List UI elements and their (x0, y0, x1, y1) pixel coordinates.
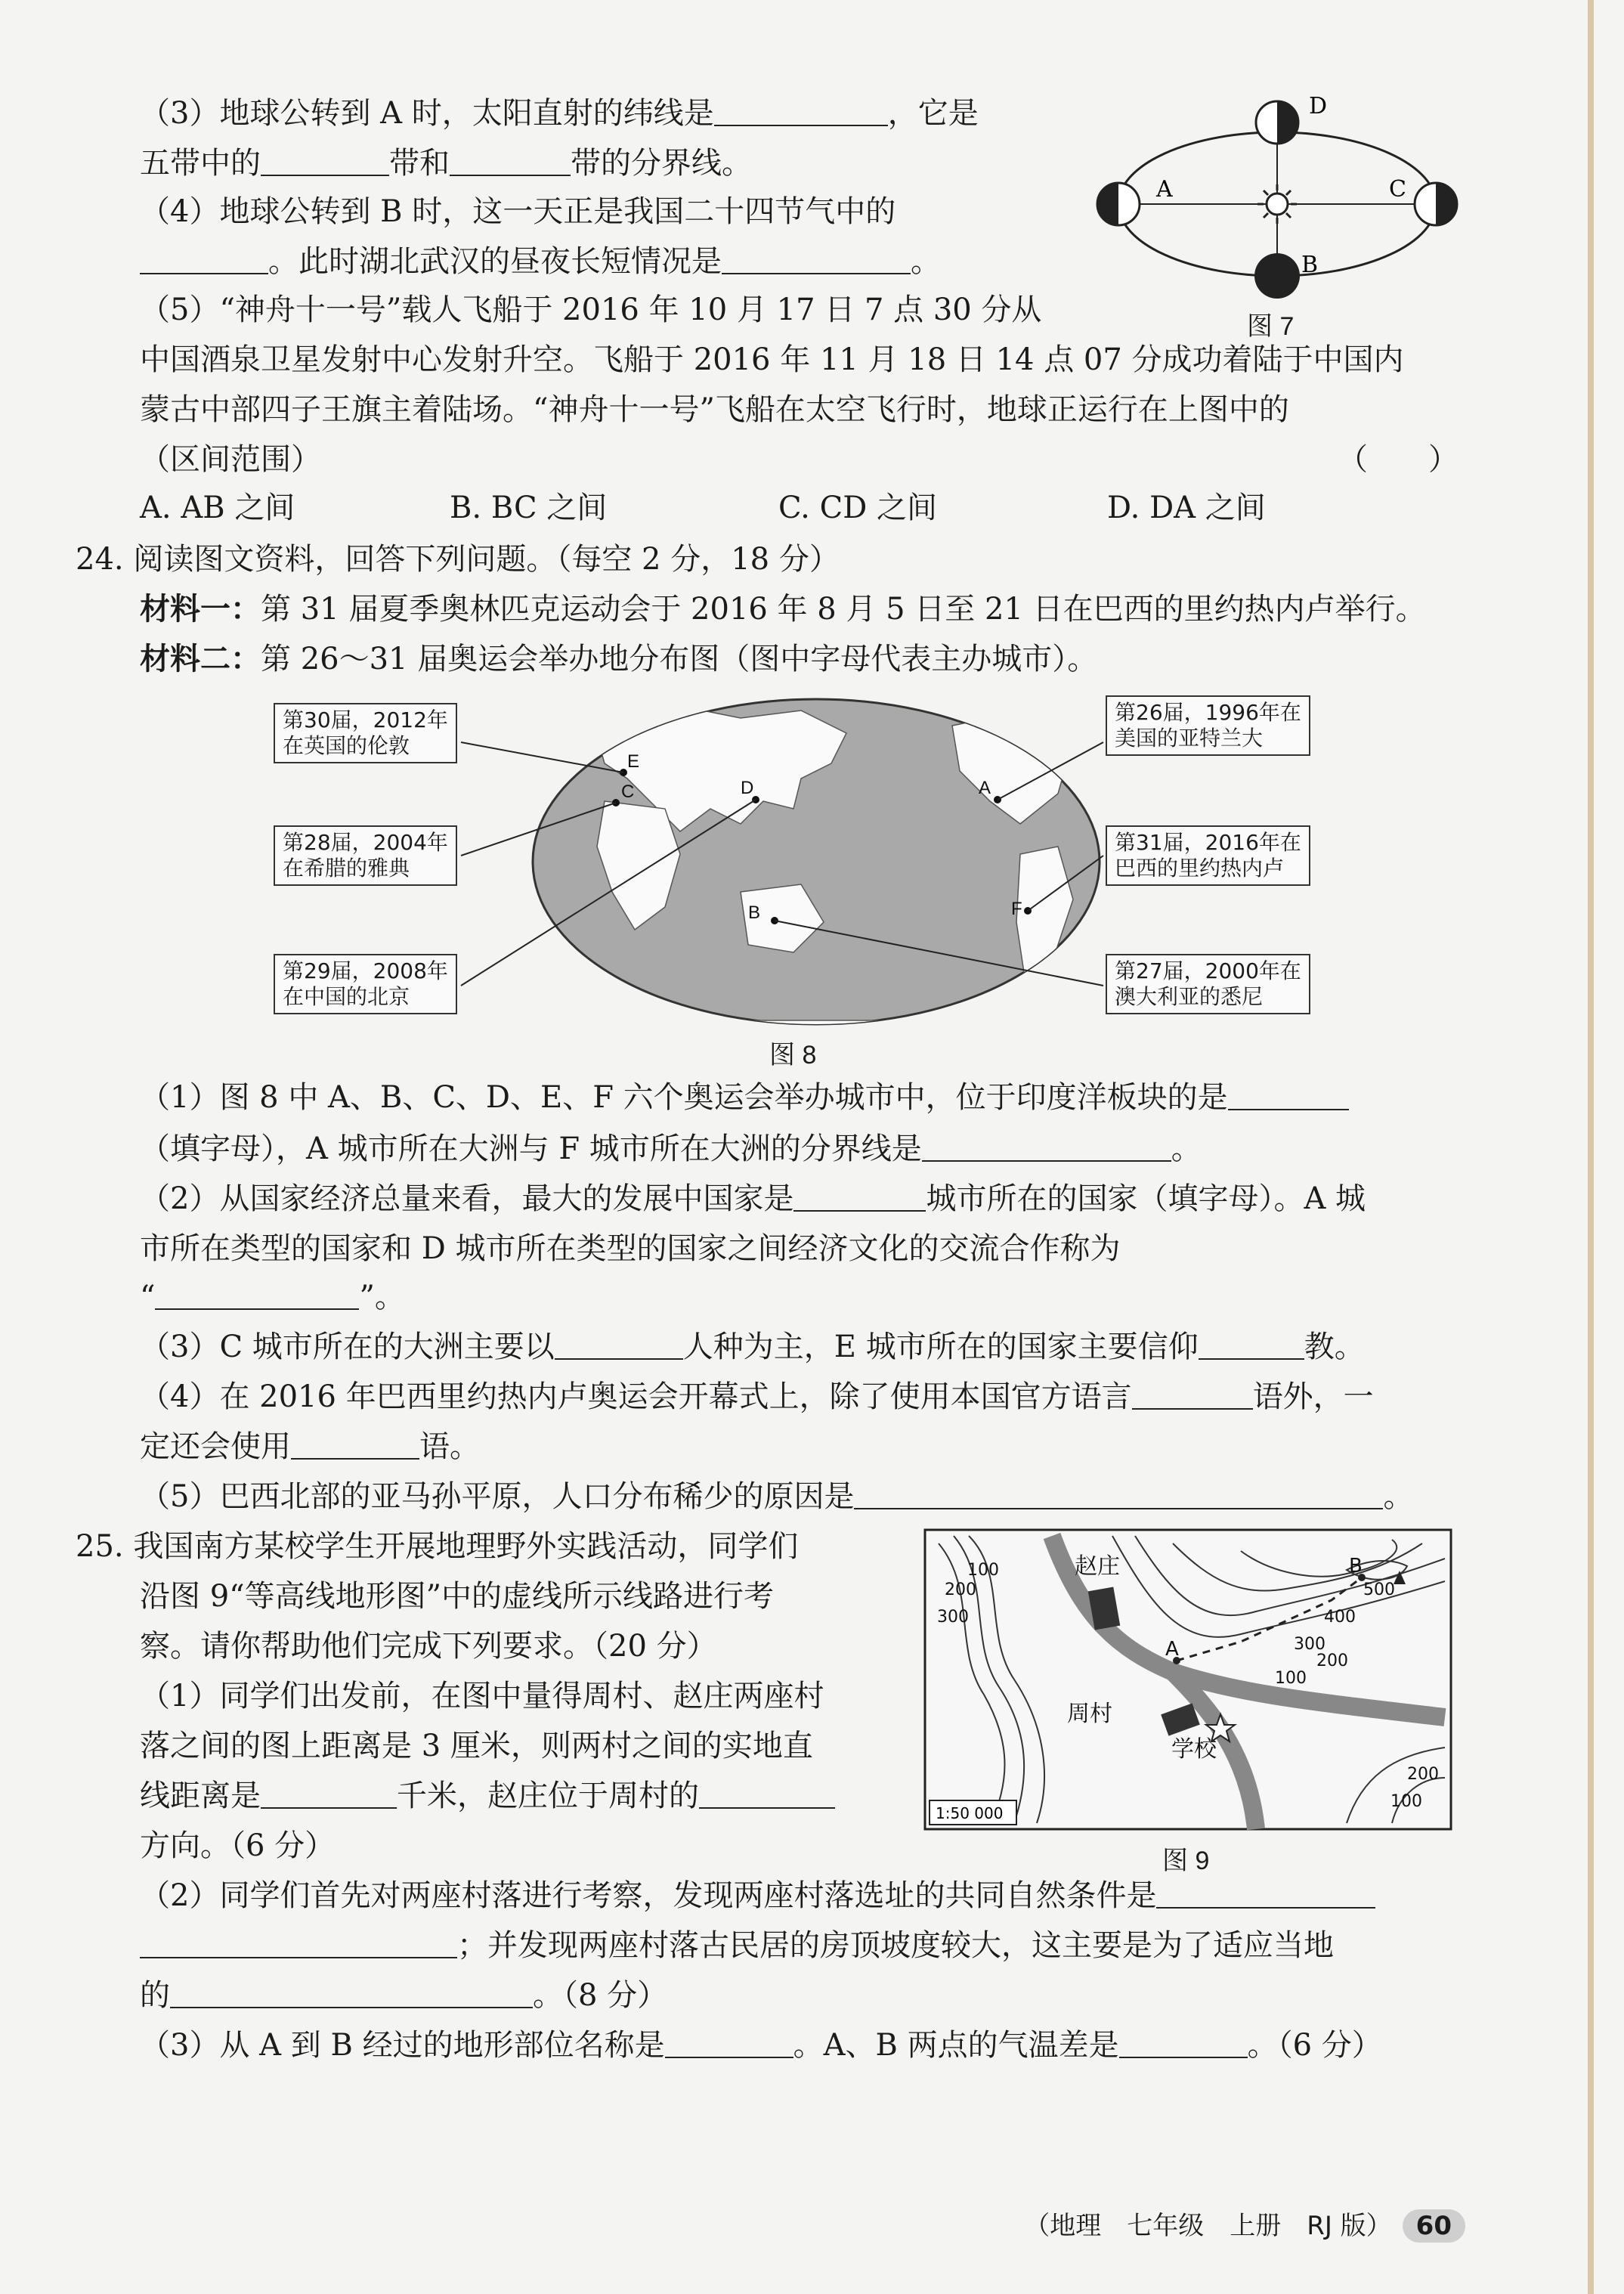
q24-material-1: 材料一：第 31 届夏季奥林匹克运动会于 2016 年 8 月 5 日至 21 日在巴西的里约热内卢举行。 (140, 591, 1426, 627)
q23-p3-line2: 五带中的 带和 带的分界线。 (140, 146, 752, 181)
answer-blank[interactable] (450, 144, 571, 176)
figure-9-contour-map (923, 1528, 1452, 1831)
answer-blank[interactable] (1199, 1328, 1304, 1360)
label-box-atlanta: 第26届，1996年在 美国的亚特兰大 (1106, 695, 1310, 756)
antarctica-shape (567, 1020, 1103, 1036)
city-b-label: B (748, 902, 761, 923)
option-b: B. BC 之间 (450, 491, 608, 525)
earth-b-icon (1254, 253, 1300, 299)
answer-blank[interactable] (1132, 1378, 1253, 1410)
q25-intro-line3: 察。请你帮助他们完成下列要求。（20 分） (140, 1629, 717, 1664)
answer-blank[interactable] (714, 94, 888, 126)
label-box-athens: 第28届，2004年 在希腊的雅典 (274, 825, 457, 886)
contour-label: 100 (1275, 1669, 1307, 1688)
earth-c-icon (1415, 183, 1457, 225)
q25-intro-line1: 25. 我国南方某校学生开展地理野外实践活动，同学们 (76, 1529, 799, 1564)
option-d: D. DA 之间 (1107, 491, 1266, 525)
school-label: 学校 (1171, 1736, 1217, 1763)
answer-blank[interactable] (1119, 2026, 1248, 2058)
answer-blank[interactable] (291, 1428, 419, 1460)
label-b: B (1301, 252, 1319, 278)
figure-7-orbit (1088, 91, 1466, 340)
sun-icon (1257, 184, 1297, 224)
contour-label: 100 (967, 1561, 999, 1580)
figure-8-caption: 图 8 (769, 1041, 817, 1070)
earth-d-icon (1256, 101, 1298, 144)
label-box-sydney: 第27届，2000年在 澳大利亚的悉尼 (1106, 954, 1310, 1014)
page-footer (1024, 2205, 1465, 2243)
city-a-label: A (979, 778, 991, 798)
answer-blank[interactable] (140, 1927, 457, 1958)
answer-paren[interactable]: （ ） (1338, 442, 1459, 477)
label-box-london: 第30届，2012年 在英国的伦敦 (274, 703, 457, 763)
q25-p2-line2: ；并发现两座村落古民居的房顶坡度较大，这主要是为了适应当地 (140, 1926, 1334, 1965)
q24-heading: 24. 阅读图文资料，回答下列问题。（每空 2 分，18 分） (76, 542, 840, 577)
q25-p1-line3: 线距离是 千米，赵庄位于周村的 (140, 1776, 835, 1816)
zhoucun-label: 周村 (1067, 1701, 1112, 1727)
q23-p3-line1: （3）地球公转到 A 时，太阳直射的纬线是 ，它是 (140, 96, 979, 131)
q25-p1-line1: （1）同学们出发前，在图中量得周村、赵庄两座村 (140, 1679, 824, 1714)
point-a-label: A (1165, 1638, 1179, 1661)
q24-material-2: 材料二：第 26～31 届奥运会举办地分布图（图中字母代表主办城市）。 (140, 641, 1098, 676)
q24-p1-line2: （填字母），A 城市所在大洲与 F 城市所在大洲的分界线是 。 (140, 1132, 1202, 1166)
zhaozhuang-label: 赵庄 (1075, 1553, 1120, 1580)
option-c: C. CD 之间 (778, 491, 937, 525)
option-a: A. AB 之间 (140, 491, 295, 525)
answer-blank[interactable] (665, 2026, 793, 2058)
label-box-rio: 第31届，2016年在 巴西的里约热内卢 (1106, 825, 1310, 886)
contour-label: 300 (937, 1608, 969, 1627)
answer-blank[interactable] (170, 1977, 533, 2008)
q25-p2-line3: 的 。（8 分） (140, 1978, 668, 2013)
contour-label: 400 (1324, 1608, 1356, 1627)
q23-p5-line3: 蒙古中部四子王旗主着陆场。“神舟十一号”飞船在太空飞行时，地球正运行在上图中的 (140, 392, 1289, 427)
q25-intro-line2: 沿图 9“等高线地形图”中的虚线所示线路进行考 (140, 1579, 775, 1614)
answer-blank[interactable] (699, 1777, 835, 1809)
q24-p5-line: （5）巴西北部的亚马孙平原，人口分布稀少的原因是 。 (140, 1479, 1414, 1514)
q24-p4-line1: （4）在 2016 年巴西里约热内卢奥运会开幕式上，除了使用本国官方语言 语外，一 (140, 1379, 1374, 1414)
q23-p5-line1: （5）“神舟十一号”载人飞船于 2016 年 10 月 17 日 7 点 30 分从 (140, 293, 1042, 327)
q23-p5-line2: 中国酒泉卫星发射中心发射升空。飞船于 2016 年 11 月 18 日 14 点 07 分成功着陆于中国内 (140, 342, 1404, 377)
q24-p2-line2: 市所在类型的国家和 D 城市所在类型的国家之间经济文化的交流合作称为 (140, 1231, 1121, 1266)
q24-p1-line1: （1）图 8 中 A、B、C、D、E、F 六个奥运会举办城市中，位于印度洋板块的是 (140, 1078, 1349, 1117)
contour-label: 200 (1316, 1652, 1348, 1670)
label-box-beijing: 第29届，2008年 在中国的北京 (274, 954, 457, 1014)
answer-blank[interactable] (922, 1130, 1171, 1162)
q24-p2-line1: （2）从国家经济总量来看，最大的发展中国家是 城市所在的国家（填字母）。A 城 (140, 1181, 1366, 1216)
contour-label: 200 (1407, 1765, 1439, 1784)
q25-p1-line4: 方向。（6 分） (140, 1828, 336, 1863)
answer-blank[interactable] (155, 1278, 359, 1310)
contour-label: 500 (1363, 1580, 1395, 1599)
answer-blank[interactable] (1228, 1079, 1349, 1110)
answer-blank[interactable] (261, 144, 389, 176)
answer-blank[interactable] (793, 1180, 926, 1212)
contour-label: 100 (1390, 1792, 1422, 1811)
city-e-label: E (627, 751, 640, 772)
q23-p5-line4: （区间范围） (140, 442, 321, 477)
q25-p2-line1: （2）同学们首先对两座村落进行考察，发现两座村落选址的共同自然条件是 (140, 1876, 1375, 1915)
south-america-shape (1016, 847, 1073, 998)
answer-blank[interactable] (555, 1328, 683, 1360)
q24-p2-line3: “ ”。 (140, 1280, 405, 1314)
q24-p4-line2: 定还会使用 语。 (140, 1429, 480, 1464)
city-d-label: D (741, 778, 754, 798)
figure-9-caption: 图 9 (1162, 1847, 1210, 1875)
contour-label: 300 (1294, 1635, 1325, 1654)
label-d: D (1309, 93, 1328, 119)
city-c-label: C (621, 782, 635, 802)
q24-p3-line: （3）C 城市所在的大洲主要以 人种为主，E 城市所在的国家主要信仰 教。 (140, 1330, 1365, 1364)
label-a: A (1156, 176, 1173, 203)
q25-p1-line2: 落之间的图上距离是 3 厘米，则两村之间的实地直 (140, 1729, 813, 1763)
city-f-label: F (1011, 899, 1022, 919)
earth-a-icon (1097, 183, 1140, 225)
q23-p4-line1: （4）地球公转到 B 时，这一天正是我国二十四节气中的 (140, 194, 896, 229)
page-number: 60 (1403, 2209, 1465, 2243)
answer-blank[interactable] (261, 1777, 397, 1809)
contour-label: 200 (945, 1580, 976, 1599)
answer-blank[interactable] (854, 1478, 1383, 1509)
q23-p4-line2: 。此时湖北武汉的昼夜长短情况是 。 (140, 242, 941, 281)
answer-blank[interactable] (140, 243, 268, 274)
figure-7-caption: 图 7 (1247, 312, 1295, 341)
answer-blank[interactable] (1156, 1877, 1375, 1909)
footer-text: （地理 七年级 上册 RJ 版） (1024, 2211, 1392, 2241)
answer-blank[interactable] (722, 243, 911, 274)
q25-p3-line: （3）从 A 到 B 经过的地形部位名称是 。A、B 两点的气温差是 。（6 分） (140, 2028, 1382, 2063)
label-c: C (1389, 176, 1406, 203)
page-edge (1588, 0, 1594, 2294)
scale-label: 1:50 000 (936, 1804, 1004, 1822)
point-b-label: B (1349, 1555, 1363, 1577)
